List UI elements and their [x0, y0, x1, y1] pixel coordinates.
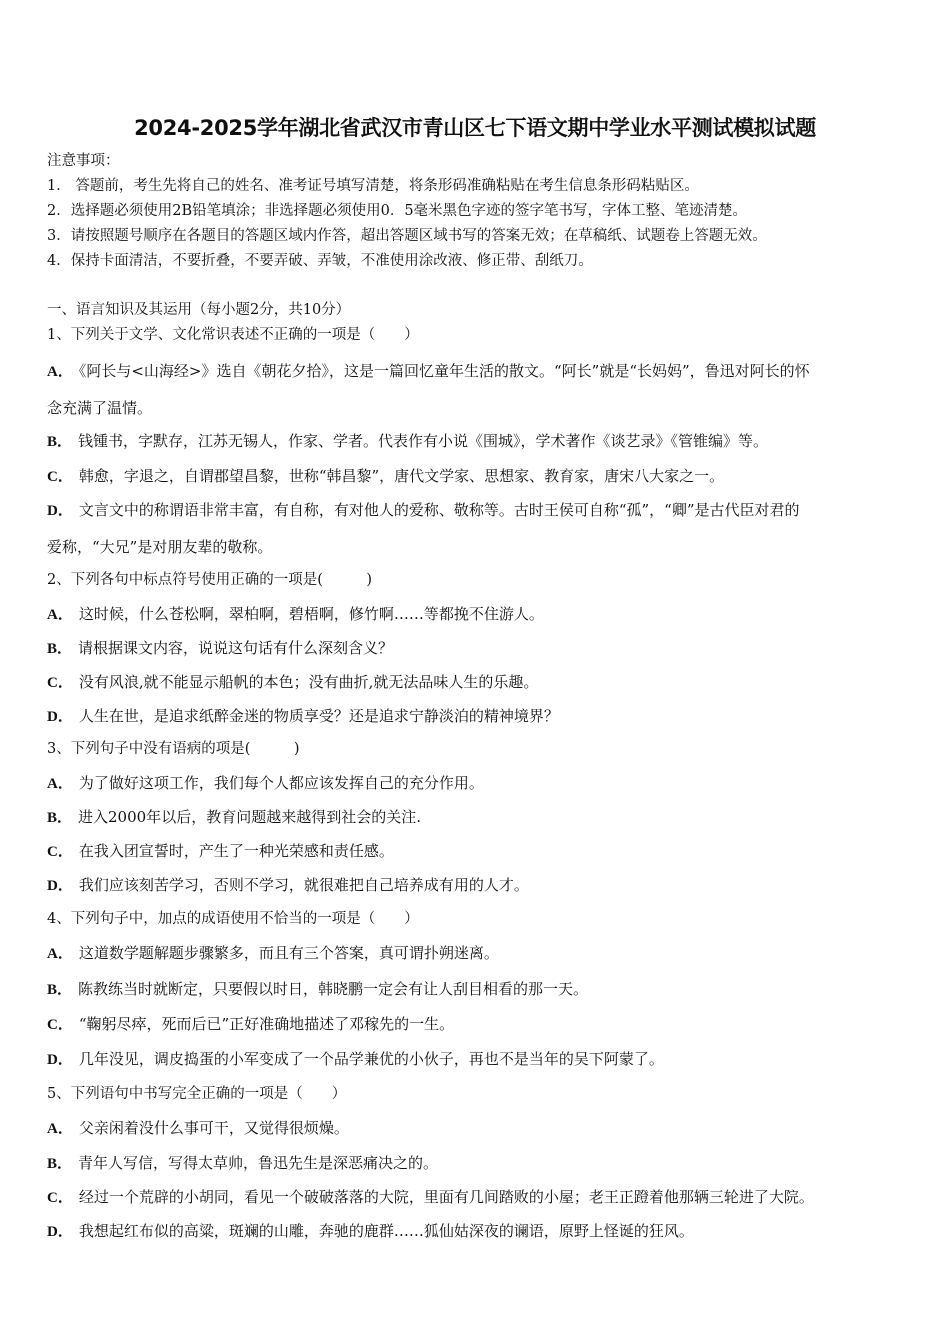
option-d: [47, 500, 800, 521]
option-c: [47, 1187, 814, 1208]
option-letter: C．: [47, 1017, 73, 1033]
option-text: 经过一个荒辟的小胡同，看见一个破破落落的大院，里面有几间踏败的小屋；老王正蹬着他那辆三轮进了大院。: [78, 1188, 814, 1206]
option-letter: B．: [47, 982, 73, 998]
option-b: [47, 979, 588, 1000]
option-letter: C．: [47, 675, 73, 691]
option-text: 韩愈，字退之，自谓郡望昌黎，世称“韩昌黎”，唐代文学家、思想家、教育家，唐宋八大家之一。: [78, 467, 725, 485]
question-stem-4: 4、下列句子中，加点的成语使用不恰当的一项是（ ）: [47, 911, 419, 927]
page-title: 2024-2025学年湖北省武汉市青山区七下语文期中学业水平测试模拟试题: [134, 116, 816, 140]
option-letter: A．: [47, 776, 73, 792]
option-b: [47, 1153, 438, 1174]
option-d: [47, 706, 559, 727]
notice-heading: 注意事项：: [47, 153, 120, 169]
option-text: 陈教练当时就断定，只要假以时日，韩晓鹏一定会有让人刮目相看的那一天。: [78, 980, 589, 998]
option-letter: D．: [47, 709, 73, 725]
notice-item: 2．选择题必须使用2B铅笔填涂；非选择题必须使用0．5毫米黑色字迹的签字笔书写，字体工整、笔迹清楚。: [47, 203, 748, 219]
option-continuation: 爱称，“大兄”是对朋友辈的敬称。: [47, 538, 273, 556]
option-letter: A．: [47, 607, 73, 623]
option-letter: C．: [47, 1190, 73, 1206]
option-c: [47, 466, 724, 487]
option-letter: B．: [47, 810, 73, 826]
option-a: [47, 1118, 349, 1139]
option-letter: A．: [47, 946, 73, 962]
notice-item: 4．保持卡面清洁，不要折叠，不要弄破、弄皱，不准使用涂改液、修正带、刮纸刀。: [47, 253, 593, 269]
question-stem-1: 1、下列关于文学、文化常识表述不正确的一项是（ ）: [47, 327, 419, 343]
option-letter: D．: [47, 503, 73, 519]
option-b: [47, 807, 421, 828]
option-text: 没有风浪,就不能显示船帆的本色；没有曲折,就无法品味人生的乐趣。: [78, 673, 539, 691]
option-a: [47, 604, 544, 625]
option-text: 《阿长与<山海经>》选自《朝花夕拾》，这是一篇回忆童年生活的散文。“阿长”就是“长妈妈”，鲁迅对阿长的怀: [78, 362, 810, 380]
question-stem-5: 5、下列语句中书写完全正确的一项是（ ）: [47, 1086, 347, 1102]
option-text: “鞠躬尽瘁，死而后已”正好准确地描述了邓稼先的一生。: [78, 1015, 455, 1033]
option-letter: A．: [47, 1121, 73, 1137]
option-text: 为了做好这项工作，我们每个人都应该发挥自己的充分作用。: [78, 774, 484, 792]
option-letter: B．: [47, 1156, 73, 1172]
option-text: 这道数学题解题步骤繁多，而且有三个答案，真可谓扑朔迷离。: [78, 944, 499, 962]
option-d: [47, 875, 529, 896]
option-c: [47, 841, 394, 862]
option-text: 进入2000年以后，教育问题越来越得到社会的关注.: [78, 808, 421, 826]
option-text: 文言文中的称谓语非常丰富，有自称，有对他人的爱称、敬称等。古时王侯可自称“孤”，“卿”是古代臣对君的: [78, 501, 800, 519]
option-d: [47, 1221, 694, 1242]
option-d: [47, 1049, 664, 1070]
option-a: [47, 943, 499, 964]
option-letter: D．: [47, 1052, 73, 1068]
question-stem-3: 3、下列句子中没有语病的项是( ): [47, 741, 300, 757]
option-text: 父亲闲着没什么事可干，又觉得很烦燥。: [78, 1119, 349, 1137]
option-c: [47, 672, 538, 693]
option-text: 我们应该刻苦学习，否则不学习，就很难把自己培养成有用的人才。: [78, 876, 529, 894]
option-text: 人生在世，是追求纸醉金迷的物质享受？还是追求宁静淡泊的精神境界？: [78, 707, 559, 725]
option-continuation: 念充满了温情。: [47, 399, 153, 417]
option-letter: D．: [47, 1224, 73, 1240]
option-c: [47, 1014, 454, 1035]
option-text: 钱锺书，字默存，江苏无锡人，作家、学者。代表作有小说《围城》，学术著作《谈艺录》《管锥编》等。: [78, 432, 769, 450]
option-letter: A．: [47, 364, 73, 380]
option-text: 这时候，什么苍松啊，翠柏啊，碧梧啊，修竹啊……等都挽不住游人。: [78, 605, 544, 623]
option-text: 几年没见，调皮捣蛋的小军变成了一个品学兼优的小伙子，再也不是当年的吴下阿蒙了。: [78, 1050, 664, 1068]
option-text: 我想起红布似的高粱，斑斓的山雕，奔驰的鹿群……狐仙姑深夜的谰语，原野上怪诞的狂风。: [78, 1222, 694, 1240]
option-letter: B．: [47, 434, 73, 450]
option-text: 在我入团宣誓时，产生了一种光荣感和责任感。: [78, 842, 394, 860]
section-heading: 一、语言知识及其运用（每小题2分，共10分）: [47, 302, 351, 318]
option-letter: C．: [47, 844, 73, 860]
option-letter: D．: [47, 878, 73, 894]
option-letter: B．: [47, 641, 73, 657]
question-stem-2: 2、下列各句中标点符号使用正确的一项是( ): [47, 572, 373, 588]
option-b: [47, 638, 393, 659]
notice-item: 3．请按照题号顺序在各题目的答题区域内作答，超出答题区域书写的答案无效；在草稿纸、试题卷上答题无效。: [47, 228, 767, 244]
notice-item: 1． 答题前，考生先将自己的姓名、准考证号填写清楚，将条形码准确粘贴在考生信息条形码粘贴区。: [47, 178, 699, 194]
option-b: [47, 431, 768, 452]
option-letter: C．: [47, 469, 73, 485]
option-a: [47, 361, 810, 382]
option-text: 青年人写信，写得太草帅，鲁迅先生是深恶痛决之的。: [78, 1154, 439, 1172]
option-a: [47, 773, 484, 794]
option-text: 请根据课文内容，说说这句话有什么深刻含义？: [78, 639, 394, 657]
